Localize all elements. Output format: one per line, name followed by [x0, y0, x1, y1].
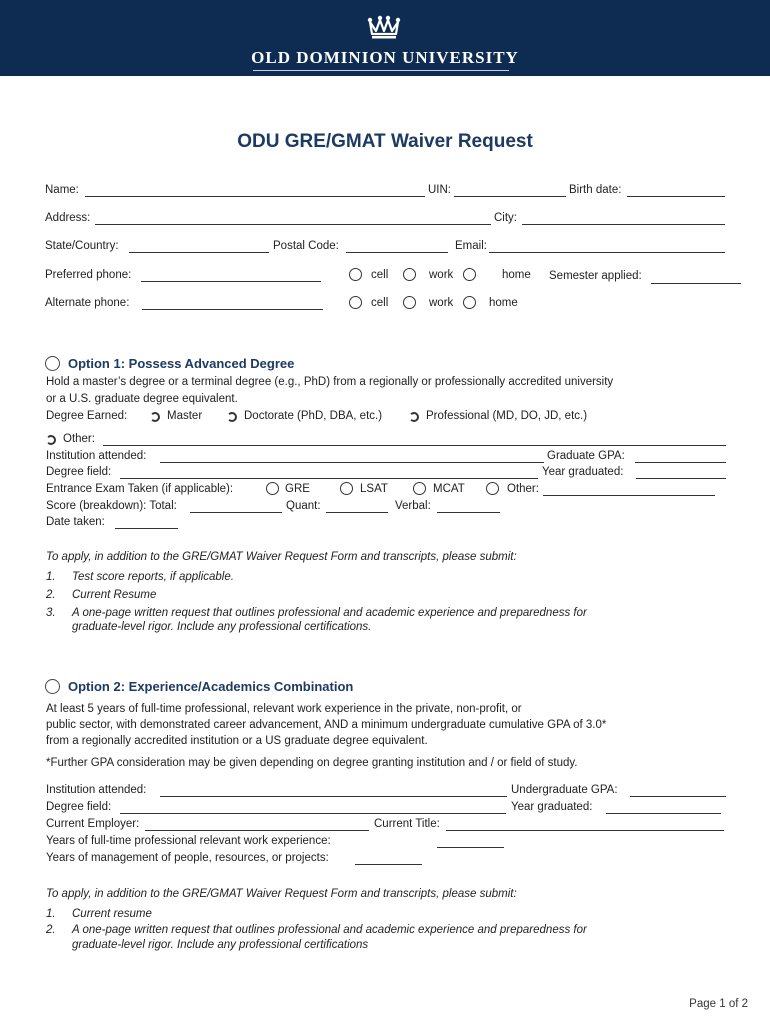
- opt2-apply-intro: To apply, in addition to the GRE/GMAT Waiver Request Form and transcripts, please submit:: [46, 888, 517, 900]
- date-taken-field[interactable]: [115, 528, 178, 529]
- opt2-institution-field[interactable]: [160, 796, 507, 797]
- address-field[interactable]: [95, 224, 491, 225]
- opt1-req-num: 3.: [46, 607, 56, 619]
- degree-earned-label: Degree Earned:: [46, 410, 128, 422]
- grad-gpa-label: Graduate GPA:: [547, 450, 625, 462]
- opt1-apply-intro: To apply, in addition to the GRE/GMAT Waiver Request Form and transcripts, please submit:: [46, 551, 517, 563]
- opt2-req-num: 2.: [46, 924, 56, 936]
- option1-description-line2: or a U.S. graduate degree equivalent.: [46, 393, 238, 405]
- years-management-field[interactable]: [355, 864, 422, 865]
- university-name: OLD DOMINION UNIVERSITY: [251, 48, 519, 67]
- years-management-label: Years of management of people, resources, or projects:: [46, 852, 329, 864]
- opt1-req-num: 1.: [46, 571, 56, 583]
- date-taken-label: Date taken:: [46, 516, 105, 528]
- opt2-req-text: Current resume: [72, 908, 152, 920]
- score-quant-field[interactable]: [326, 512, 388, 513]
- opt1-field-input[interactable]: [120, 478, 538, 479]
- job-title-field[interactable]: [446, 830, 724, 831]
- opt1-year-field[interactable]: [636, 478, 726, 479]
- employer-label: Current Employer:: [46, 818, 140, 830]
- birth-date-field[interactable]: [627, 196, 725, 197]
- employer-field[interactable]: [145, 830, 369, 831]
- preferred-phone-field[interactable]: [141, 281, 321, 282]
- alternate-work-radio[interactable]: [403, 296, 416, 309]
- preferred-phone-label: Preferred phone:: [45, 269, 132, 281]
- degree-other-label: Other:: [63, 433, 95, 445]
- degree-master-label: Master: [167, 410, 203, 422]
- exam-other-label: Other:: [507, 483, 539, 495]
- form-title: ODU GRE/GMAT Waiver Request: [237, 131, 533, 152]
- score-total-label: Score (breakdown): Total:: [46, 500, 177, 512]
- opt2-institution-label: Institution attended:: [46, 784, 147, 796]
- option2-description-line2: public sector, with demonstrated career advancement, AND a minimum undergraduate cumulative GPA of 3.0*: [46, 719, 607, 731]
- opt2-field-input[interactable]: [120, 813, 506, 814]
- exam-gre-radio[interactable]: [266, 482, 279, 495]
- opt1-field-label: Degree field:: [46, 466, 112, 478]
- uin-field[interactable]: [454, 196, 566, 197]
- score-verbal-field[interactable]: [437, 512, 500, 513]
- option2-description-line1: At least 5 years of full-time professional, relevant work experience in the private, non-profit, or: [46, 703, 522, 715]
- postal-field[interactable]: [346, 252, 448, 253]
- alternate-home-label: home: [489, 297, 518, 309]
- degree-other-field[interactable]: [103, 445, 726, 446]
- birth-date-label: Birth date:: [569, 184, 622, 196]
- exam-mcat-radio[interactable]: [413, 482, 426, 495]
- page-number: Page 1 of 2: [689, 998, 748, 1010]
- opt2-req-num: 1.: [46, 908, 56, 920]
- exam-other-radio[interactable]: [486, 482, 499, 495]
- city-label: City:: [494, 212, 517, 224]
- opt1-institution-field[interactable]: [160, 462, 544, 463]
- alternate-phone-label: Alternate phone:: [45, 297, 130, 309]
- opt2-req-text: A one-page written request that outlines professional and academic experience and preparedness for: [72, 924, 587, 936]
- opt2-field-label: Degree field:: [46, 801, 112, 813]
- page-header: [0, 0, 770, 76]
- exam-lsat-label: LSAT: [360, 483, 388, 495]
- opt2-year-field[interactable]: [606, 813, 721, 814]
- degree-other-radio[interactable]: [46, 435, 56, 445]
- years-experience-label: Years of full-time professional relevant work experience:: [46, 835, 331, 847]
- years-experience-field[interactable]: [437, 847, 504, 848]
- state-label: State/Country:: [45, 240, 119, 252]
- degree-doctorate-radio[interactable]: [227, 412, 237, 422]
- preferred-home-radio[interactable]: [463, 268, 476, 281]
- option1-radio[interactable]: [45, 356, 60, 371]
- alternate-cell-label: cell: [371, 297, 389, 309]
- header-divider: [253, 70, 509, 71]
- uin-label: UIN:: [428, 184, 451, 196]
- degree-master-radio[interactable]: [150, 412, 160, 422]
- preferred-home-label: home: [502, 269, 531, 281]
- preferred-cell-label: cell: [371, 269, 389, 281]
- gpa-note: *Further GPA consideration may be given depending on degree granting institution and / or field of study.: [46, 757, 578, 769]
- email-label: Email:: [455, 240, 487, 252]
- option2-radio[interactable]: [45, 679, 60, 694]
- opt1-year-label: Year graduated:: [542, 466, 624, 478]
- degree-professional-label: Professional (MD, DO, JD, etc.): [426, 410, 588, 422]
- score-total-field[interactable]: [190, 512, 282, 513]
- option2-heading: Option 2: Experience/Academics Combination: [68, 679, 354, 694]
- opt1-req-text: Test score reports, if applicable.: [72, 571, 234, 583]
- alternate-home-radio[interactable]: [463, 296, 476, 309]
- opt1-req-text: A one-page written request that outlines professional and academic experience and preparedness for: [72, 607, 587, 619]
- score-verbal-label: Verbal:: [395, 500, 431, 512]
- option1-heading: Option 1: Possess Advanced Degree: [68, 356, 295, 371]
- opt2-req-text-cont: graduate-level rigor. Include any professional certifications: [72, 939, 369, 951]
- opt2-year-label: Year graduated:: [511, 801, 593, 813]
- crown-logo-icon: [366, 14, 402, 40]
- option2-description-line3: from a regionally accredited institution or a US graduate degree equivalent.: [46, 735, 428, 747]
- opt1-req-text-cont: graduate-level rigor. Include any professional certifications.: [72, 621, 372, 633]
- alternate-work-label: work: [429, 297, 454, 309]
- preferred-cell-radio[interactable]: [349, 268, 362, 281]
- opt1-req-text: Current Resume: [72, 589, 157, 601]
- semester-label: Semester applied:: [549, 270, 642, 282]
- exam-label: Entrance Exam Taken (if applicable):: [46, 483, 234, 495]
- name-label: Name:: [45, 184, 79, 196]
- exam-lsat-radio[interactable]: [340, 482, 353, 495]
- alternate-phone-field[interactable]: [142, 309, 323, 310]
- preferred-work-radio[interactable]: [403, 268, 416, 281]
- ug-gpa-label: Undergraduate GPA:: [511, 784, 618, 796]
- exam-mcat-label: MCAT: [433, 483, 465, 495]
- exam-other-field[interactable]: [543, 495, 715, 496]
- postal-label: Postal Code:: [273, 240, 339, 252]
- option1-description-line1: Hold a master’s degree or a terminal degree (e.g., PhD) from a regionally or professionally accredited university: [46, 376, 614, 388]
- exam-gre-label: GRE: [285, 483, 310, 495]
- opt1-institution-label: Institution attended:: [46, 450, 147, 462]
- alternate-cell-radio[interactable]: [349, 296, 362, 309]
- semester-field[interactable]: [651, 283, 741, 284]
- job-title-label: Current Title:: [374, 818, 440, 830]
- ug-gpa-field[interactable]: [630, 796, 726, 797]
- degree-professional-radio[interactable]: [409, 412, 419, 422]
- degree-doctorate-label: Doctorate (PhD, DBA, etc.): [244, 410, 383, 422]
- city-field[interactable]: [522, 224, 725, 225]
- preferred-work-label: work: [429, 269, 454, 281]
- score-quant-label: Quant:: [286, 500, 321, 512]
- address-label: Address:: [45, 212, 91, 224]
- name-field[interactable]: [85, 196, 425, 197]
- state-field[interactable]: [129, 252, 269, 253]
- email-field[interactable]: [489, 252, 725, 253]
- grad-gpa-field[interactable]: [635, 462, 726, 463]
- opt1-req-num: 2.: [46, 589, 56, 601]
